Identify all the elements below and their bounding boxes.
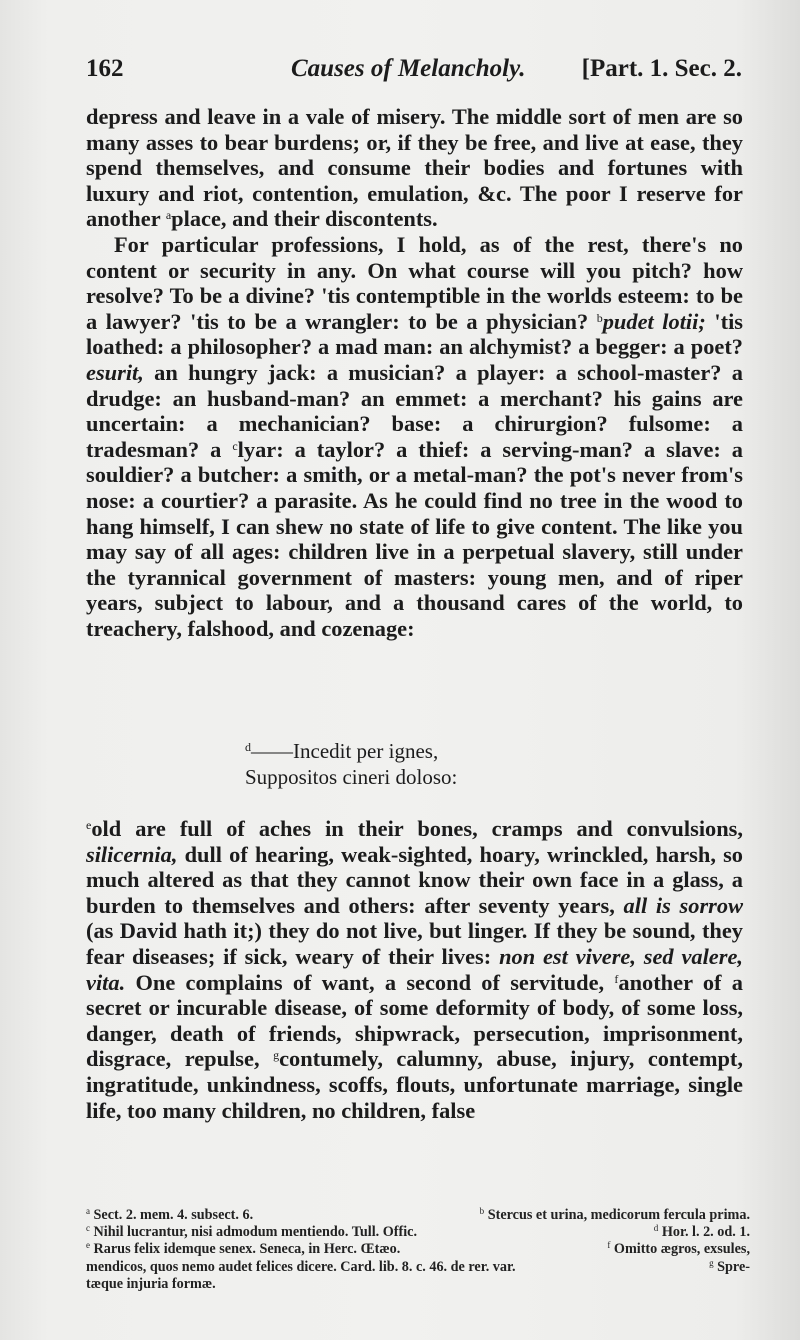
footnote-b: $^b$ Stercus et urina, medicorum fercula prima. — [479, 1206, 750, 1223]
page-number: 162 — [86, 55, 124, 82]
footnote-mark-a: a — [165, 208, 172, 223]
running-title: Causes of Melancholy. — [291, 55, 526, 82]
footnote-row — [86, 1207, 750, 1224]
footnote-g: $^g$ Spre- — [709, 1257, 750, 1275]
paragraph-3: $^e$old are full of aches in their bones, cramps and convulsions, silicernia, dull of hearing, weak-sighted, hoary, wrinckled, harsh, so much altered as that they cannot know their own face in a glass, a burden to themselves and others: after seventy years, all is sorrow (as David hath it;) they do not live, but linger. If they be sound, they fear diseases; if sick, weary of their lives: non est vivere, sed valere, vita. One complains of want, a second of servitude, $^f$another of a secret or incurable disease, of some deformity of body, of some loss, danger, death of friends, shipwrack, persecution, imprisonment, disgrace, repulse, $^g$contumely, calumny, abuse, injury, contempt, ingratitude, unkindness, scoffs, flouts, unfortunate marriage, single life, too many children, no children, false — [86, 816, 744, 1123]
main-text — [86, 104, 743, 641]
footnote-row — [86, 1241, 750, 1258]
italic-phrase: esurit, — [86, 359, 144, 385]
footnote-g-continued: tæque injuria formæ. — [86, 1275, 216, 1292]
footnote-mark-b: b — [596, 310, 603, 325]
verse-line-1: $^d$——Incedit per ignes, — [245, 739, 439, 763]
footnote-mark-d: d — [245, 740, 251, 754]
italic-phrase: non est vivere, sed valere, vita. — [86, 943, 743, 995]
footnote-row — [86, 1224, 750, 1241]
footnote-row — [86, 1259, 750, 1276]
main-text-continued — [86, 816, 743, 1123]
italic-phrase: all is sorrow — [623, 892, 744, 918]
footnote-e: $^e$ Rarus felix idemque senex. Seneca, in Herc. Œtæo. — [86, 1240, 401, 1258]
paragraph-2: For particular professions, I hold, as of the rest, there's no content or security in any. On what course will you pitch? how resolve? To be a divine? 'tis contemptible in the worlds esteem: to be a lawyer? 'tis to be a wrangler: to be a physician? $^b$pudet lotii; 'tis loathed: a philosopher? a mad man: an alchymist? a begger: a poet? esurit, an hungry jack: a musician? a player: a school-master? a drudge: an husband-man? an emmet: a merchant? his gains are uncertain: a mechanician? base: a chirurgion? fulsome: a tradesman? a $^c$lyar: a taylor? a thief: a serving-man? a slave: a souldier? a butcher: a smith, or a metal-man? the pot's never from's nose: a courtier? a parasite. As he could find no tree in the wood to hang himself, I can shew no state of life to give content. The like you may say of all ages: children live in a perpetual slavery, still under the tyrannical government of masters: young men, and of riper years, subject to labour, and a thousand cares of the world, to treachery, falshood, and cozenage: — [86, 231, 744, 641]
footnotes — [86, 1207, 750, 1293]
section-reference: [Part. 1. Sec. 2. — [581, 55, 742, 82]
footnote-d: $^d$ Hor. l. 2. od. 1. — [653, 1223, 750, 1241]
footnote-a: $^a$ Sect. 2. mem. 4. subsect. 6. — [86, 1206, 254, 1223]
italic-phrase: pudet lotii; — [602, 308, 706, 334]
footnote-mark-g: g — [273, 1048, 280, 1063]
footnote-mark-f: f — [614, 971, 619, 986]
footnote-f: $^f$ Omitto ægros, exsules, — [607, 1240, 750, 1258]
footnote-mark-e: e — [86, 818, 92, 832]
verse-quotation — [245, 738, 665, 790]
footnote-mark-c: c — [232, 438, 238, 453]
footnote-c: $^c$ Nihil lucrantur, nisi admodum mentiendo. Tull. Offic. — [86, 1223, 418, 1241]
italic-phrase: silicernia, — [86, 841, 178, 867]
verse-line-2: Suppositos cineri doloso: — [245, 765, 458, 789]
footnote-f-continued: mendicos, quos nemo audet felices dicere. Card. lib. 8. c. 46. de rer. var. — [86, 1258, 516, 1275]
footnote-row — [86, 1276, 750, 1293]
page-header — [86, 55, 742, 85]
paragraph-1: depress and leave in a vale of misery. The middle sort of men are so many asses to bear burdens; or, if they be free, and live at ease, they spend themselves, and consume their bodies and fortunes with luxury and riot, contention, emulation, &c. The poor I reserve for another $^a$place, and their discontents. — [86, 104, 743, 232]
